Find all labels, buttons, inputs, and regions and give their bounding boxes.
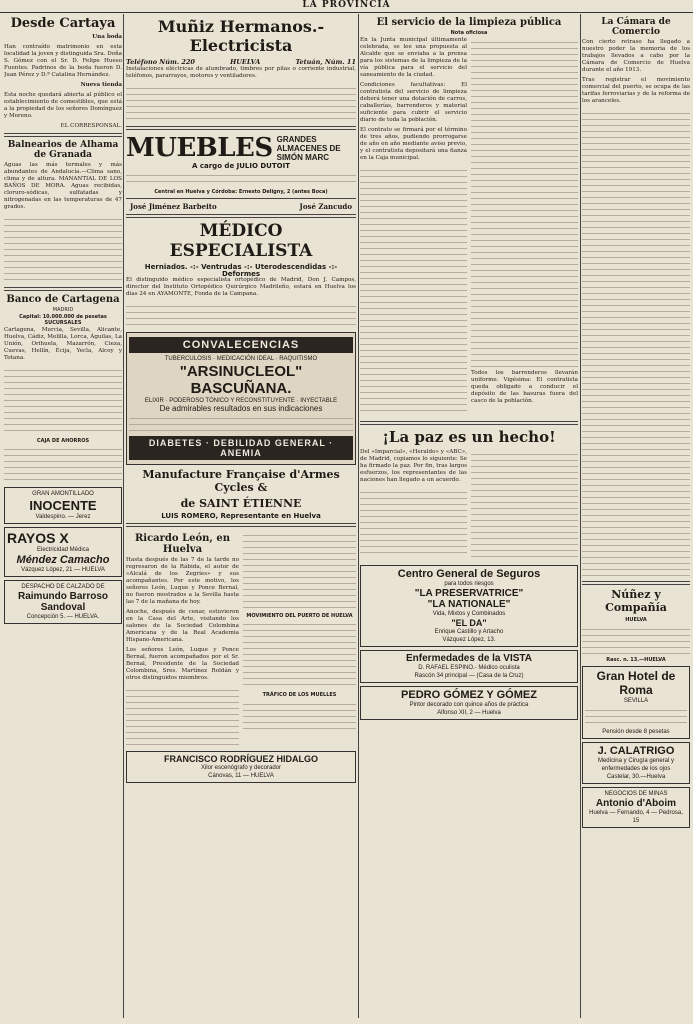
column-3 [360, 14, 578, 1018]
article-leon-1: Hasta después de las 7 de la tarde no regresaron de la Rábida, el autor de «Alcalá de los Zegríes» y sus acompañantes. Por este motivo, los señores León, Luque y Ponce Bernal, no fueron mostrados a la Sevilla hasta las 7 de la mañana de hoy. [126, 556, 239, 605]
article-balnearios-2 [4, 214, 122, 284]
ad-nunez-title: Núñez y Compañía [605, 588, 667, 614]
article-leon-2: Anoche, después de cenar, estuvieron en la Casa del Arte, visitando los salones de la Sociedad Colombina Americana y de la Real Academia Hispano-Americana. [126, 608, 239, 643]
ad-arsinucleol-body [129, 413, 353, 433]
article-limpieza-6: Todos los barrenderos llevarán uniforme. Vigésima: El contratista queda obligado a conducir el depósito de las basuras fuera del casco de la población. [471, 369, 578, 404]
ad-calzado-owner: Raimundo Barroso Sandoval [17, 591, 108, 613]
ad-rayos-title: RAYOS X [7, 530, 69, 546]
ad-pedro-address: Alfonso XII, 2 — Huelva [437, 709, 501, 716]
ad-muniz-body-2 [126, 83, 356, 123]
ad-seguros-agent: Enrique Castillo y Artacho [434, 628, 504, 635]
ad-rayos-sub: Electricidad Médica [36, 547, 90, 553]
ad-manufacture-title: Manufacture Française d'Armes Cycles & [142, 468, 340, 494]
port-movement-list [243, 619, 356, 689]
ad-rodriguez-address: Cánovas, 11 — HUELVA [208, 772, 274, 779]
column-rule [580, 14, 581, 1018]
ad-calatrigo-specialty: Medicina y Cirugía general y enfermedades de los ojos [597, 758, 675, 772]
ad-rodriguez-trade: Xilor escenógrafo y decorador [200, 764, 282, 771]
signature: EL CORRESPONSAL. [60, 123, 122, 129]
headline-paz: ¡La paz es un hecho! [382, 427, 556, 446]
bank-details [4, 365, 122, 435]
headline-limpieza: El servicio de la limpieza pública [376, 17, 562, 28]
ad-muebles [126, 133, 356, 163]
traffic-list [243, 699, 356, 729]
headline-leon: Ricardo León, en Huelva [134, 532, 231, 555]
ad-muniz-phone: Teléfono Núm. 220 [126, 58, 195, 66]
headline-camara: La Cámara de Comercio [601, 17, 671, 37]
column-1 [4, 14, 122, 1018]
ad-seguros-title: Centro General de Seguros [397, 567, 541, 580]
ad-hotel-body [585, 705, 687, 725]
ad-amontillado-origin: Valdespino. — Jerez [35, 514, 91, 520]
caja-ahorros: CAJA DE AHORROS [36, 437, 90, 444]
ad-arsinucleol-forms: ELIXIR · PODEROSO TÓNICO Y RECONSTITUYENTE · INYECTABLE [144, 398, 338, 404]
ad-minas-name: Antonio d'Aboim [595, 798, 677, 809]
ad-calzado [4, 580, 122, 624]
article-leon-3: Los señores León, Luque y Ponce Bernal, fueron acompañados por el Sr. Bernal, Presidente de la Sociedad Colombina, Sres. Martínez Roldán y otros distinguidos miembros. [126, 646, 239, 681]
article-camara-3 [582, 108, 690, 578]
ad-hotel-price: Pensión desde 8 pesetas [602, 729, 670, 735]
subhead-boda: Una boda [92, 34, 122, 40]
column-rule [123, 14, 124, 1018]
ad-rayos-address: Vázquez López, 21 — HUELVA [21, 567, 105, 573]
headline-cartaya: Desde Cartaya [10, 16, 116, 31]
ad-rodriguez [126, 751, 356, 783]
bank-capital: Capital: 10.000.000 de pesetas [19, 313, 107, 320]
ad-seguros-sub: para todos riesgos [444, 580, 494, 587]
article-leon-4 [126, 685, 239, 745]
ad-vista [360, 650, 578, 683]
article-camara-1: Con cierto retraso ha llegado a nuestro poder la memoria de los trabajos llevados a cabo por la Cámara de Comercio de Huelva durante el año 1913. [582, 39, 690, 73]
ad-hotel-city: SEVILLA [623, 698, 649, 704]
representative-1: José Jiménez Barbeito [130, 202, 217, 211]
bank-city: MADRID [52, 307, 74, 313]
ad-arsinucleol [126, 332, 356, 465]
ad-muniz-title: Muñiz Hermanos.- Electricista [157, 17, 325, 55]
ad-arsinucleol-diseases: DIABETES · DEBILIDAD GENERAL · ANEMIA [129, 436, 353, 460]
port-movement-title: MOVIMIENTO DEL PUERTO DE HUELVA [246, 612, 353, 619]
ad-seguros-preservatrice: "LA PRESERVATRICE" [414, 587, 524, 599]
ad-vista-title: Enfermedades de la VISTA [406, 652, 532, 664]
ad-medico-body: El distinguido médico especialista ortopédico de Madrid, Don J. Campos, director del Instituto Ortopédico Quirúrgico Madrileño, estará en Huelva los días 24 en AYAMONTE, Fonda de la Campana. [126, 277, 356, 297]
ad-calatrigo-address: Castelar, 30.—Huelva [606, 774, 666, 780]
article-paz-1: Del «Imparcial», «Heraldo» y «ABC», de Madrid, copiamos lo siguiente: Se ha firmado la paz. Por fin, tras largos esfuerzos, los representantes de las naciones han llegado a un acuerdo. [360, 448, 467, 483]
ad-medico-title: MÉDICO ESPECIALISTA [169, 221, 313, 261]
ad-rayos-x [4, 527, 122, 577]
ad-arsinucleol-tagline: De admirables resultados en sus indicaciones [159, 404, 323, 413]
article-limpieza-4 [360, 165, 467, 415]
article-paz-3 [471, 449, 578, 559]
ad-nunez-address: Rasc. n. 13.—HUELVA [606, 656, 666, 663]
ad-muebles-title: MUEBLES [126, 133, 273, 163]
column-4 [582, 14, 690, 1018]
ad-medico-sub: Herniados. -:- Ventrudas -:- Uterodescendidas -:- Deformes [144, 263, 338, 278]
ad-seguros [360, 565, 578, 647]
article-boda: Han contraído matrimonio en esta localidad la joven y distinguida Sra. Doña S. Gómez con el Sr. D. Felipe Hueso Fuentes. Padrinos de la boda fueron D. Juan Pérez y D.ª Catalina Hernández. [4, 44, 122, 78]
ad-arsinucleol-indications: TUBERCULOSIS · MEDICACIÓN IDEAL · RAQUITISMO [164, 356, 318, 362]
masthead: LA PROVINCIA [0, 0, 693, 13]
ad-nunez-city: HUELVA [625, 617, 647, 623]
article-leon-cont [243, 530, 356, 610]
ad-pedro-trade: Pintor decorado con quince años de práctica [409, 701, 529, 708]
ad-amontillado-brand: INOCENTE [29, 498, 97, 513]
ad-nunez-body [582, 624, 690, 654]
ad-medico-body-2 [126, 301, 356, 329]
traffic-title: TRÁFICO DE LOS MUELLES [262, 692, 337, 698]
representative-2: José Zancudo [299, 202, 352, 211]
ad-seguros-nationale: "LA NATIONALE" [427, 598, 511, 610]
article-limpieza-5 [471, 37, 578, 367]
ad-arsinucleol-conv: CONVALECENCIAS [129, 337, 353, 353]
ad-minas-title: NEGOCIOS DE MINAS [604, 791, 668, 797]
ad-amontillado-title: GRAN AMONTILLADO [32, 491, 94, 497]
ad-minas-address: Huelva — Fernando, 4 — Pedrosa, 15 [589, 810, 683, 824]
column-rule [358, 14, 359, 1018]
bank-branches: Cartagena, Murcia, Sevilla, Alicante, Huelva, Cádiz, Melilla, Lorca, Águilas, La Unión, Orihuela, Mazarrón, Cieza, Cuevas, Hellín, Écija, Yecla, Alcoy y Totana. [4, 326, 122, 361]
subhead-nota: Nota oficiosa [450, 30, 488, 36]
ad-vista-address: Rascón 34 principal — (Casa de la Cruz) [414, 672, 524, 679]
ad-hotel [582, 666, 690, 739]
article-limpieza-1: En la Junta municipal últimamente celebrada, se lee una propuesta al Alcalde que se enviaba a la prensa para los sistemas de la limpieza de la vía pública para el servicio del saneamiento de la ciudad. [360, 36, 467, 78]
ad-calatrigo [582, 742, 690, 784]
ad-seguros-vida: Vida, Mixtos y Combinados [432, 610, 506, 617]
headline-balnearios: Balnearios de Alhama de Granada [7, 140, 119, 160]
article-balnearios: Aguas las más termales y más abundantes de Andalucía.—Clima sano, clima y de altura. MANANTIAL DE LOS BAÑOS DE MORA. Aguas recibidas, cloruro-sódicas, sulfatadas y nitrogenadas en las temperaturas de 47 grados. [4, 162, 122, 210]
ad-pedro [360, 686, 578, 720]
article-limpieza-2: Condiciones facultativas: El contratista del servicio de limpieza deberá tener una dotación de carros, caballerías, barrenderos y material suficiente para cubrir el servicio diario de toda la población. [360, 81, 467, 123]
ad-seguros-elda: "EL DA" [451, 617, 487, 628]
ad-muniz-body: Instalaciones eléctricas de alumbrado, timbres por pilas o corriente industrial, teléfonos, pararrayos, motores y ventiladores. [126, 66, 356, 79]
ad-muebles-manager: A cargo de JULIO DUTOIT [192, 162, 290, 170]
ad-amontillado [4, 487, 122, 524]
ad-calzado-address: Concepción 5. — HUELVA. [26, 614, 100, 620]
ad-muebles-central: Central en Huelva y Córdoba: Ernesto Deligny, 2 (antes Boca) [154, 188, 328, 195]
ad-manufacture-rep: LUIS ROMERO, Representante en Huelva [161, 512, 321, 520]
ad-seguros-address: Vázquez López, 13. [442, 636, 496, 643]
ad-muniz-address: Tetuán, Núm. 11 [295, 58, 356, 66]
ad-muebles-store: GRANDES ALMACENES DE SIMÓN MARC [276, 134, 341, 162]
ad-muniz-city: HUELVA [230, 58, 261, 66]
column-2 [126, 14, 356, 1018]
headline-banco: Banco de Cartagena [6, 294, 120, 305]
ad-minas [582, 787, 690, 828]
ad-vista-doctor: D. RAFAEL ESPINO.- Médico oculista [418, 664, 520, 671]
ad-rodriguez-name: FRANCISCO RODRÍGUEZ HIDALGO [164, 753, 318, 764]
subhead-tienda: Nueva tienda [80, 82, 122, 88]
ad-pedro-name: PEDRO GÓMEZ Y GÓMEZ [401, 688, 537, 701]
ad-hotel-name: Gran Hotel de Roma [596, 669, 676, 697]
ad-calzado-title: DESPACHO DE CALZADO DE [21, 584, 105, 590]
article-paz-2 [360, 487, 467, 557]
ad-muebles-body [126, 170, 356, 186]
article-limpieza-3: El contrato se firmará por el término de tres años, pudiendo prorrogarse de año en año mediante aviso previo, y el contratista depositará una fianza en la Caja municipal. [360, 126, 467, 161]
bank-branches-title: SUCURSALES [44, 320, 82, 326]
article-camara-2: Tras registrar el movimiento comercial del puerto, se ocupa de las tarifas ferroviarias y de la reforma de los aranceles. [582, 77, 690, 104]
ad-calatrigo-name: J. CALATRIGO [597, 745, 675, 757]
ad-manufacture-city: de SAINT ÉTIENNE [180, 497, 302, 510]
caja-details [4, 444, 122, 484]
ad-rayos-doctor: Méndez Camacho [16, 554, 110, 566]
ad-arsinucleol-brand: "ARSINUCLEOL" BASCUÑANA. [179, 363, 303, 397]
article-tienda: Esta noche quedará abierta al público el establecimiento de comestibles, que está a la propiedad de los señores Domínguez y Moreno. [4, 92, 122, 119]
